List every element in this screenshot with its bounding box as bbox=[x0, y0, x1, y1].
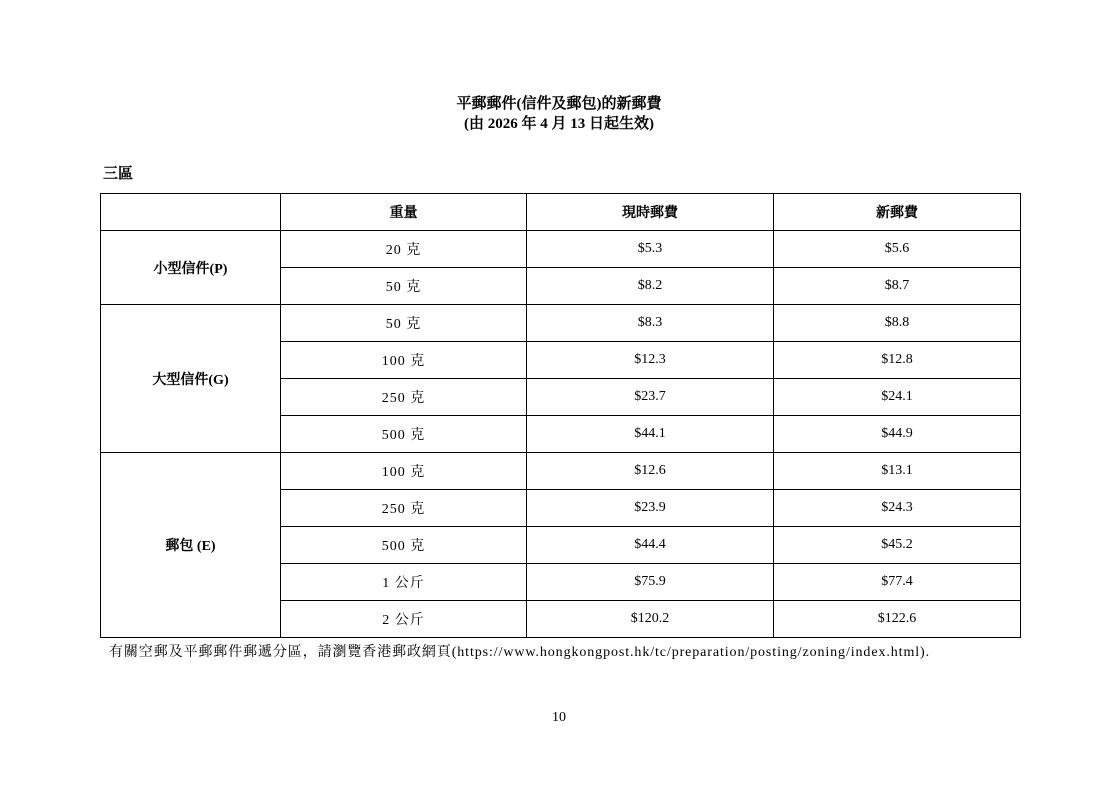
new-rate-cell: $77.4 bbox=[774, 564, 1021, 601]
weight-cell: 50 克 bbox=[281, 268, 527, 305]
weight-cell: 250 克 bbox=[281, 379, 527, 416]
new-rate-cell: $12.8 bbox=[774, 342, 1021, 379]
new-rate-cell: $24.1 bbox=[774, 379, 1021, 416]
weight-cell: 50 克 bbox=[281, 305, 527, 342]
weight-cell: 20 克 bbox=[281, 231, 527, 268]
effective-date-subtitle: (由 2026 年 4 月 13 日起生效) bbox=[464, 116, 654, 132]
category-large-letters: 大型信件(G) bbox=[101, 305, 281, 453]
new-rate-cell: $13.1 bbox=[774, 453, 1021, 490]
page-number: 10 bbox=[552, 710, 566, 725]
current-rate-cell: $12.6 bbox=[527, 453, 774, 490]
weight-cell: 500 克 bbox=[281, 416, 527, 453]
current-rate-cell: $44.4 bbox=[527, 527, 774, 564]
table-row bbox=[101, 453, 1021, 490]
table-header-row bbox=[101, 194, 1021, 231]
new-rate-cell: $45.2 bbox=[774, 527, 1021, 564]
weight-cell: 100 克 bbox=[281, 342, 527, 379]
current-rate-cell: $75.9 bbox=[527, 564, 774, 601]
zoning-footnote: 有關空郵及平郵郵件郵遞分區，請瀏覽香港郵政網頁(https://www.hongkongpost.hk/tc/preparation/posting/zoning/index.html). bbox=[109, 645, 930, 660]
table-row bbox=[101, 305, 1021, 342]
category-small-letters: 小型信件(P) bbox=[101, 231, 281, 305]
new-rate-cell: $8.8 bbox=[774, 305, 1021, 342]
header-new-postage: 新郵費 bbox=[774, 194, 1021, 231]
current-rate-cell: $23.7 bbox=[527, 379, 774, 416]
weight-cell: 2 公斤 bbox=[281, 601, 527, 638]
zone-label: 三區 bbox=[103, 166, 134, 182]
current-rate-cell: $120.2 bbox=[527, 601, 774, 638]
new-rate-cell: $122.6 bbox=[774, 601, 1021, 638]
header-current-postage: 現時郵費 bbox=[527, 194, 774, 231]
document-title: 平郵郵件(信件及郵包)的新郵費 bbox=[456, 96, 662, 112]
current-rate-cell: $8.3 bbox=[527, 305, 774, 342]
current-rate-cell: $23.9 bbox=[527, 490, 774, 527]
weight-cell: 1 公斤 bbox=[281, 564, 527, 601]
current-rate-cell: $8.2 bbox=[527, 268, 774, 305]
new-rate-cell: $8.7 bbox=[774, 268, 1021, 305]
new-rate-cell: $44.9 bbox=[774, 416, 1021, 453]
new-rate-cell: $24.3 bbox=[774, 490, 1021, 527]
header-weight: 重量 bbox=[281, 194, 527, 231]
weight-cell: 100 克 bbox=[281, 453, 527, 490]
weight-cell: 500 克 bbox=[281, 527, 527, 564]
current-rate-cell: $44.1 bbox=[527, 416, 774, 453]
current-rate-cell: $5.3 bbox=[527, 231, 774, 268]
header-category bbox=[101, 194, 281, 231]
new-rate-cell: $5.6 bbox=[774, 231, 1021, 268]
category-parcels: 郵包 (E) bbox=[101, 453, 281, 638]
weight-cell: 250 克 bbox=[281, 490, 527, 527]
current-rate-cell: $12.3 bbox=[527, 342, 774, 379]
postage-rate-table bbox=[100, 193, 1021, 638]
table-row bbox=[101, 231, 1021, 268]
